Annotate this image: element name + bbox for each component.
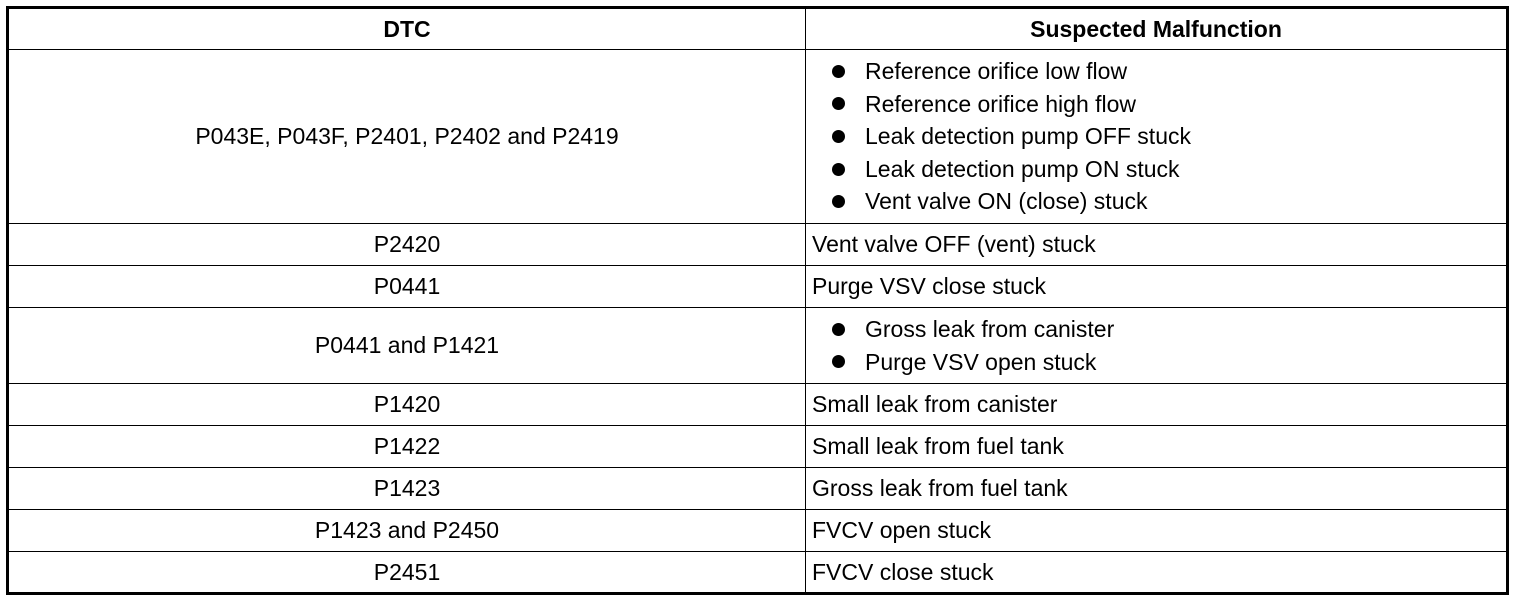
- malfunction-text: Leak detection pump ON stuck: [865, 155, 1180, 182]
- malfunction-cell: Gross leak from fuel tank: [806, 468, 1508, 510]
- malfunction-cell: [806, 50, 1508, 224]
- table-row: [8, 266, 1508, 308]
- bullet-icon: [832, 195, 845, 208]
- list-item: [832, 346, 1506, 379]
- table-row: [8, 384, 1508, 426]
- malfunction-text: Leak detection pump OFF stuck: [865, 123, 1191, 150]
- header-row: [8, 8, 1508, 50]
- malfunction-list: [812, 55, 1506, 218]
- dtc-cell: P0441 and P1421: [8, 308, 806, 384]
- bullet-icon: [832, 65, 845, 78]
- header-dtc: DTC: [8, 8, 806, 50]
- table-row: [8, 552, 1508, 594]
- table-row: [8, 308, 1508, 384]
- malfunction-text: Reference orifice low flow: [865, 58, 1128, 85]
- dtc-cell: P1423 and P2450: [8, 510, 806, 552]
- dtc-cell: P1423: [8, 468, 806, 510]
- bullet-icon: [832, 97, 845, 110]
- dtc-table: [6, 6, 1509, 595]
- dtc-cell: P1420: [8, 384, 806, 426]
- malfunction-cell: FVCV open stuck: [806, 510, 1508, 552]
- malfunction-text: Purge VSV open stuck: [865, 348, 1097, 375]
- list-item: [832, 120, 1506, 153]
- table-row: [8, 510, 1508, 552]
- dtc-cell: P1422: [8, 426, 806, 468]
- bullet-icon: [832, 323, 845, 336]
- dtc-cell: P043E, P043F, P2401, P2402 and P2419: [8, 50, 806, 224]
- malfunction-cell: Vent valve OFF (vent) stuck: [806, 224, 1508, 266]
- list-item: [832, 153, 1506, 186]
- malfunction-list: [812, 313, 1506, 378]
- bullet-icon: [832, 130, 845, 143]
- malfunction-cell: Small leak from fuel tank: [806, 426, 1508, 468]
- malfunction-cell: FVCV close stuck: [806, 552, 1508, 594]
- malfunction-cell: [806, 308, 1508, 384]
- malfunction-text: Reference orifice high flow: [865, 90, 1137, 117]
- table-row: [8, 468, 1508, 510]
- bullet-icon: [832, 163, 845, 176]
- list-item: [832, 313, 1506, 346]
- list-item: [832, 55, 1506, 88]
- list-item: [832, 88, 1506, 121]
- dtc-cell: P2451: [8, 552, 806, 594]
- dtc-cell: P2420: [8, 224, 806, 266]
- list-item: [832, 185, 1506, 218]
- table-row: [8, 50, 1508, 224]
- table-row: [8, 426, 1508, 468]
- bullet-icon: [832, 355, 845, 368]
- malfunction-cell: Small leak from canister: [806, 384, 1508, 426]
- dtc-cell: P0441: [8, 266, 806, 308]
- malfunction-text: Vent valve ON (close) stuck: [865, 188, 1148, 215]
- header-suspected-malfunction: Suspected Malfunction: [806, 8, 1508, 50]
- malfunction-cell: Purge VSV close stuck: [806, 266, 1508, 308]
- table-row: [8, 224, 1508, 266]
- malfunction-text: Gross leak from canister: [865, 315, 1115, 342]
